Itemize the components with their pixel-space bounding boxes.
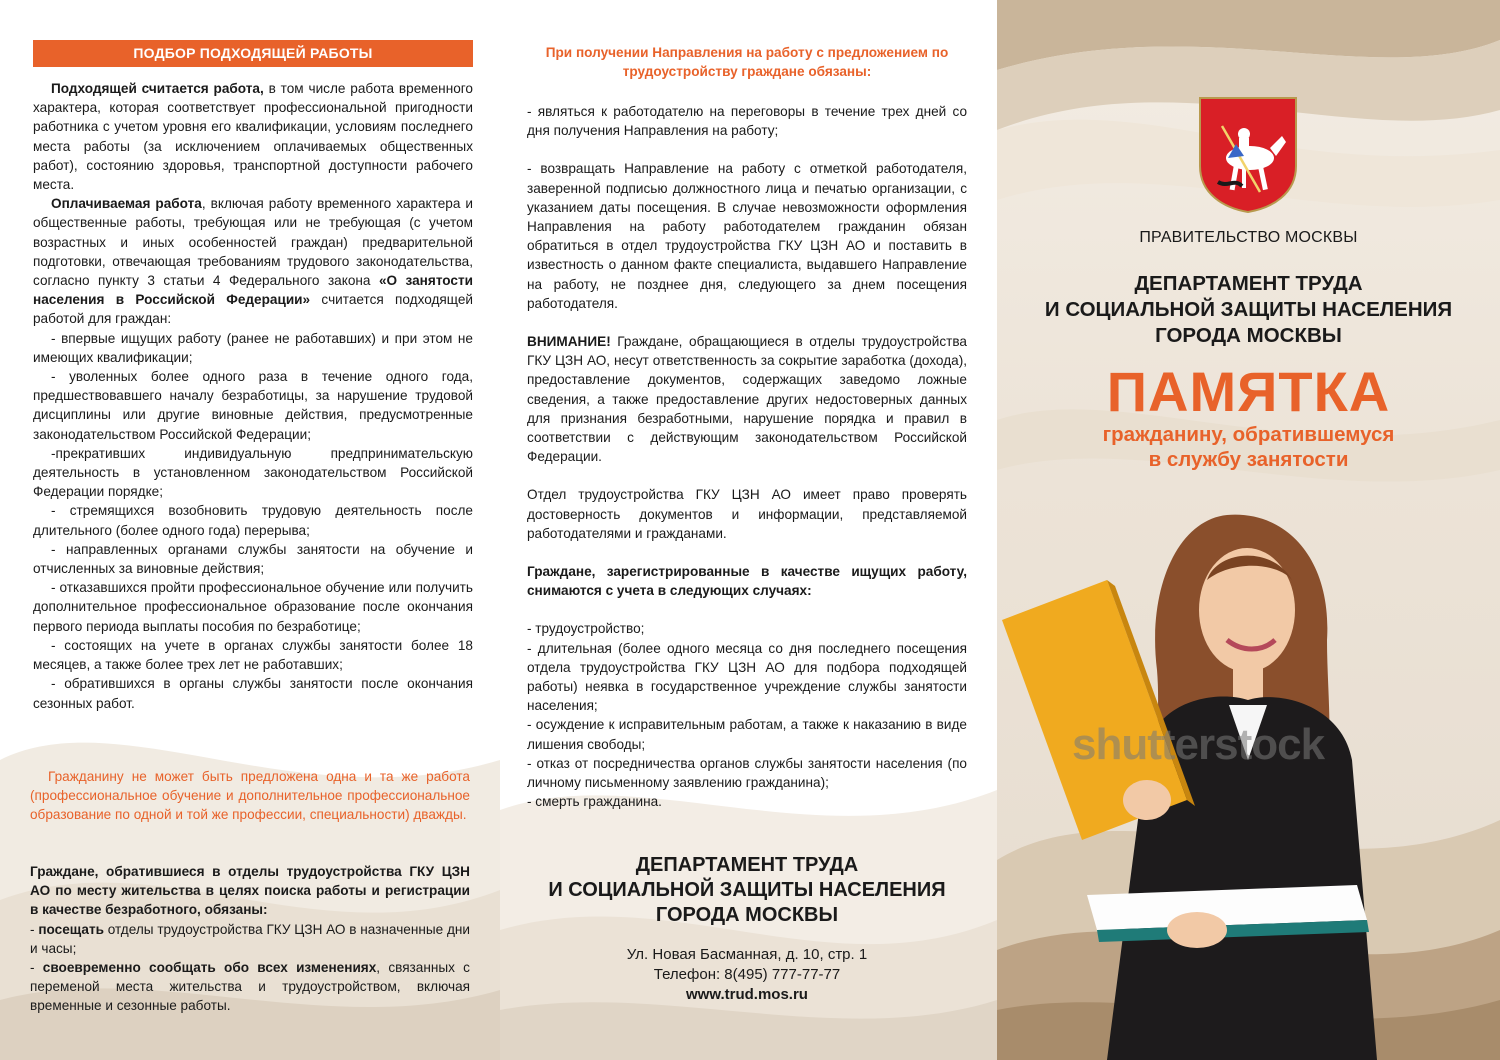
paid-work-term: Оплачиваемая работа bbox=[51, 196, 202, 212]
attention-text: Граждане, обращающиеся в отделы трудоустройства ГКУ ЦЗН АО, несут ответственность за сокрытие заработка (дохода), предоставление документов, содержащих заведомо ложные сведения, а также предоставление других недостоверных данных для признания безработными, нарушение порядка и правил в соответствии с действующим законодательством Российской Федерации. bbox=[527, 334, 967, 465]
department-name bbox=[527, 853, 967, 928]
woman-with-folder-photo bbox=[997, 500, 1500, 1060]
department-line: И СОЦИАЛЬНОЙ ЗАЩИТЫ НАСЕЛЕНИЯ bbox=[548, 879, 946, 901]
list-item: - обратившихся в органы службы занятости после окончания сезонных работ. bbox=[33, 676, 473, 711]
paid-work-definition: , включая работу временного характера и общественные работы, требующая или не требующая (с учетом возрастных и иных особенностей граждан) предварительной подготовки, отвечающая требованиям трудового законодательства, согласно пункту 3 статьи 4 Федерального закона bbox=[33, 196, 473, 289]
memo-subtitle-line: гражданину, обратившемуся bbox=[1102, 423, 1395, 446]
paid-work-definition-end: считается подходящей работой для граждан: bbox=[33, 292, 473, 327]
list-item: - уволенных более одного раза в течение одного года, предшествовавшего началу безработицы, за нарушение трудовой дисциплины или другие виновные действия, предусмотренные законодательством Российской Федерации; bbox=[33, 369, 473, 442]
suitable-work-text bbox=[33, 79, 473, 713]
duty-visit-text: отделы трудоустройства ГКУ ЦЗН АО в назначенные дни и часы; bbox=[30, 921, 470, 956]
citizen-duties-heading: Граждане, обратившиеся в отделы трудоустройства ГКУ ЦЗН АО по месту жительства в целях поиска работы и регистрации в качестве безработного, обязаны: bbox=[30, 864, 470, 918]
list-item: - отказавшихся пройти профессиональное обучение или получить дополнительное профессиональное образование после окончания первого периода выплаты пособия по безработице; bbox=[33, 580, 473, 634]
citizen-duties: Граждане, обратившиеся в отделы трудоустройства ГКУ ЦЗН АО по месту жительства в целях поиска работы и регистрации в качестве безработного, обязаны: - посещать отделы трудоустройства ГКУ ЦЗН АО в назначенные дни и часы; - своевременно сообщать обо всех изменениях, связанных с переменой места жительства и трудоустройством, включая временные и сезонные работы. bbox=[30, 864, 470, 1014]
watermark: shutterstock bbox=[1072, 720, 1325, 769]
memo-subtitle bbox=[997, 422, 1500, 472]
department-line: ДЕПАРТАМЕНТ ТРУДА bbox=[1134, 272, 1363, 295]
department-line: ДЕПАРТАМЕНТ ТРУДА bbox=[635, 854, 859, 876]
law-name: «О занятости населения в Российской Федерации» bbox=[33, 273, 473, 308]
orange-note: Гражданину не может быть предложена одна и та же работа (профессиональное обучение и дополнительное профессиональное образование по одной и той же профессии, специальности) дважды. bbox=[30, 769, 470, 823]
duty-visit-term: посещать bbox=[38, 921, 104, 937]
duty-report-term: своевременно сообщать обо всех изменениях bbox=[42, 960, 377, 976]
government-label: ПРАВИТЕЛЬСТВО МОСКВЫ bbox=[1139, 229, 1358, 246]
list-item: -прекративших индивидуальную предпринимательскую деятельность в установленном законодательством Российской Федерации порядке; bbox=[33, 445, 473, 500]
list-item: - осуждение к исправительным работам, а также к наказанию в виде лишения свободы; bbox=[527, 717, 967, 752]
referral-text bbox=[527, 102, 967, 812]
referral-duty-1: - являться к работодателю на переговоры в течение трех дней со дня получения Направления на работу; bbox=[527, 104, 967, 139]
list-item: - длительная (более одного месяца со дня последнего посещения отдела трудоустройства ГКУ ЦЗН АО для подбора подходящей работы) неявка в государственное учреждение службы занятости населения; bbox=[527, 640, 967, 714]
list-item: - смерть гражданина. bbox=[527, 794, 662, 810]
referral-duty-2: - возвращать Направление на работу с отметкой работодателя, заверенной подписью должностного лица и печатью организации, с указанием даты посещения. В случае невозможности оформления Направления на работу работодателем гражданин обязан обратиться в отдел трудоустройства ГКУ ЦЗН АО и поставить в известность о данном факте специалиста, выдавшего Направление на работу, не позднее дня, следующего за днем посещения работодателя. bbox=[527, 161, 967, 311]
duty-report-text: , связанных с переменой места жительства и трудоустройством, включая временные и сезонные работы. bbox=[30, 960, 470, 1014]
phone: Телефон: 8(495) 777-77-77 bbox=[653, 966, 841, 983]
website-link[interactable]: www.trud.mos.ru bbox=[686, 986, 808, 1003]
attention-label: ВНИМАНИЕ! bbox=[527, 334, 611, 350]
memo-subtitle-line: в службу занятости bbox=[1148, 448, 1349, 471]
contact-block bbox=[527, 945, 967, 1005]
list-item: - направленных органами службы занятости на обучение и отчисленных за виновные действия; bbox=[33, 541, 473, 577]
referral-title: При получении Направления на работу с предложением по трудоустройству граждане обязаны: bbox=[545, 45, 949, 79]
verification-text: Отдел трудоустройства ГКУ ЦЗН АО имеет право проверять достоверность документов и информации, представляемой работодателями и гражданами. bbox=[527, 487, 967, 541]
department-line: ГОРОДА МОСКВЫ bbox=[655, 904, 839, 926]
list-item: - отказ от посредничества органов службы занятости населения (по личному письменному заявлению гражданина); bbox=[527, 755, 967, 791]
list-item: - трудоустройство; bbox=[527, 621, 645, 637]
list-item: - стремящихся возобновить трудовую деятельность после длительного (более одного года) перерыва; bbox=[33, 503, 473, 538]
section-header: ПОДБОР ПОДХОДЯЩЕЙ РАБОТЫ bbox=[33, 40, 473, 67]
department-line: ГОРОДА МОСКВЫ bbox=[1155, 324, 1342, 347]
suitable-work-term: Подходящей считается работа, bbox=[51, 81, 264, 96]
moscow-coat-of-arms-icon bbox=[1198, 96, 1298, 214]
suitable-work-definition: в том числе работа временного характера, которая соответствует профессиональной пригодности работника с учетом уровня его квалификации, условиям последнего места работы (за исключением оплачиваемых общественных работ), состоянию здоровья, транспортной доступности рабочего места. bbox=[33, 81, 473, 193]
list-item: - впервые ищущих работу (ранее не работавших) и при этом не имеющих квалификации; bbox=[33, 330, 473, 365]
address: Ул. Новая Басманная, д. 10, стр. 1 bbox=[626, 946, 868, 963]
deregistration-heading: Граждане, зарегистрированные в качестве ищущих работу, снимаются с учета в следующих случаях: bbox=[527, 564, 967, 599]
list-item: - состоящих на учете в органах службы занятости более 18 месяцев, а также более трех лет не работавших; bbox=[33, 637, 473, 673]
department-line: И СОЦИАЛЬНОЙ ЗАЩИТЫ НАСЕЛЕНИЯ bbox=[1044, 298, 1453, 321]
memo-title: ПАМЯТКА bbox=[1106, 360, 1391, 423]
cover-department-name bbox=[997, 271, 1500, 349]
